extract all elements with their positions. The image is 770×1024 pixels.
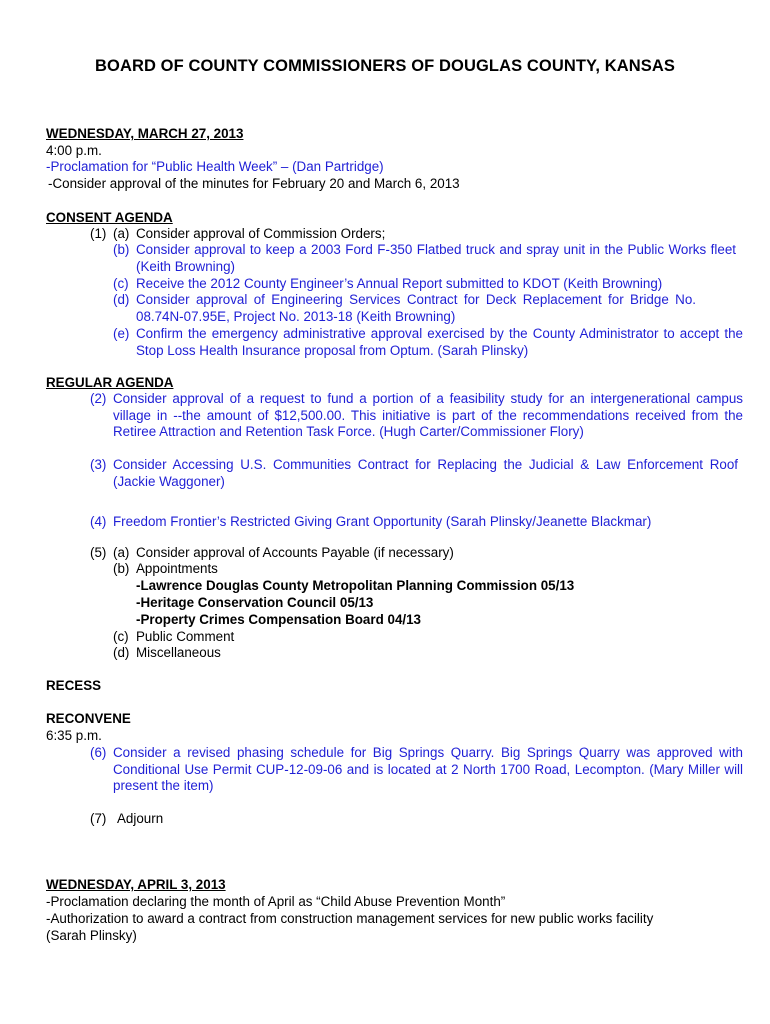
item3-number: (3) (90, 457, 107, 472)
page-title: BOARD OF COUNTY COMMISSIONERS OF DOUGLAS COUNTY, KANSAS (95, 57, 675, 75)
consent-b-label: (b) (113, 242, 130, 257)
item5-a-text: Consider approval of Accounts Payable (if necessary) (136, 545, 454, 560)
consent-c-label: (c) (113, 276, 129, 291)
reconvene-heading: RECONVENE (46, 711, 131, 726)
meeting1-time: 4:00 p.m. (46, 143, 102, 158)
consent-e-label: (e) (113, 326, 130, 341)
item6-number: (6) (90, 745, 107, 760)
consent-c-text: Receive the 2012 County Engineer’s Annual Report submitted to KDOT (Keith Browning) (136, 276, 663, 291)
meeting1-minutes: -Consider approval of the minutes for February 20 and March 6, 2013 (48, 176, 460, 191)
item5-number: (5) (90, 545, 107, 560)
consent-e-text: Confirm the emergency administrative approval exercised by the County Administrator to accept the Stop Loss Health Insurance proposal from Optum. (Sarah Plinsky) (136, 326, 743, 358)
item2-text: Consider approval of a request to fund a portion of a feasibility study for an intergenerational campus village in --the amount of $12,500.00. This initiative is part of the recommendations received from the Retiree Attraction and Retention Task Force. (Hugh Carter/Commissioner Flory) (113, 391, 743, 440)
appointment-property-crimes-board: -Property Crimes Compensation Board 04/13 (136, 612, 422, 627)
consent-d-text: Consider approval of Engineering Services Contract for Deck Replacement for Bridge No. 08.74N-07.95E, Project No. 2013-18 (Keith Browning) (136, 292, 696, 324)
reconvene-time: 6:35 p.m. (46, 728, 102, 743)
appointment-planning-commission: -Lawrence Douglas County Metropolitan Planning Commission 05/13 (136, 578, 575, 593)
item3-text: Consider Accessing U.S. Communities Contract for Replacing the Judicial & Law Enforcement Roof (Jackie Waggoner) (113, 457, 738, 489)
item5-d-text: Miscellaneous (136, 645, 221, 660)
meeting2-proclamation: -Proclamation declaring the month of April as “Child Abuse Prevention Month” (46, 894, 506, 909)
item4-text: Freedom Frontier’s Restricted Giving Grant Opportunity (Sarah Plinsky/Jeanette Blackmar) (113, 514, 652, 529)
meeting2-authorization: -Authorization to award a contract from construction management services for new public works facility (Sarah Plinsky) (46, 911, 654, 943)
consent-heading: CONSENT AGENDA (46, 210, 173, 225)
item5-c-text: Public Comment (136, 629, 235, 644)
regular-heading: REGULAR AGENDA (46, 375, 174, 390)
item7-number: (7) (90, 811, 107, 826)
item6-text: Consider a revised phasing schedule for Big Springs Quarry. Big Springs Quarry was approved with Conditional Use Permit CUP-12-09-06 and is located at 2 North 1700 Road, Lecompton. (Mary Miller will present the item) (113, 745, 743, 794)
item5-a-label: (a) (113, 545, 130, 560)
item5-b-label: (b) (113, 561, 130, 576)
consent-a-label: (a) (113, 226, 130, 241)
consent-b-text: Consider approval to keep a 2003 Ford F-350 Flatbed truck and spray unit in the Public Works fleet (Keith Browning) (136, 242, 736, 274)
consent-number: (1) (90, 226, 107, 241)
meeting1-date: WEDNESDAY, MARCH 27, 2013 (46, 126, 244, 141)
consent-d-label: (d) (113, 292, 130, 307)
meeting1-proclamation: -Proclamation for “Public Health Week” – (Dan Partridge) (46, 159, 384, 174)
item5-c-label: (c) (113, 629, 129, 644)
item5-b-text: Appointments (136, 561, 218, 576)
item7-text: Adjourn (117, 811, 164, 826)
meeting2-date: WEDNESDAY, APRIL 3, 2013 (46, 877, 226, 892)
consent-a-text: Consider approval of Commission Orders; (136, 226, 386, 241)
item2-number: (2) (90, 391, 107, 406)
item4-number: (4) (90, 514, 107, 529)
item5-d-label: (d) (113, 645, 130, 660)
recess-heading: RECESS (46, 678, 102, 693)
appointment-heritage-council: -Heritage Conservation Council 05/13 (136, 595, 374, 610)
